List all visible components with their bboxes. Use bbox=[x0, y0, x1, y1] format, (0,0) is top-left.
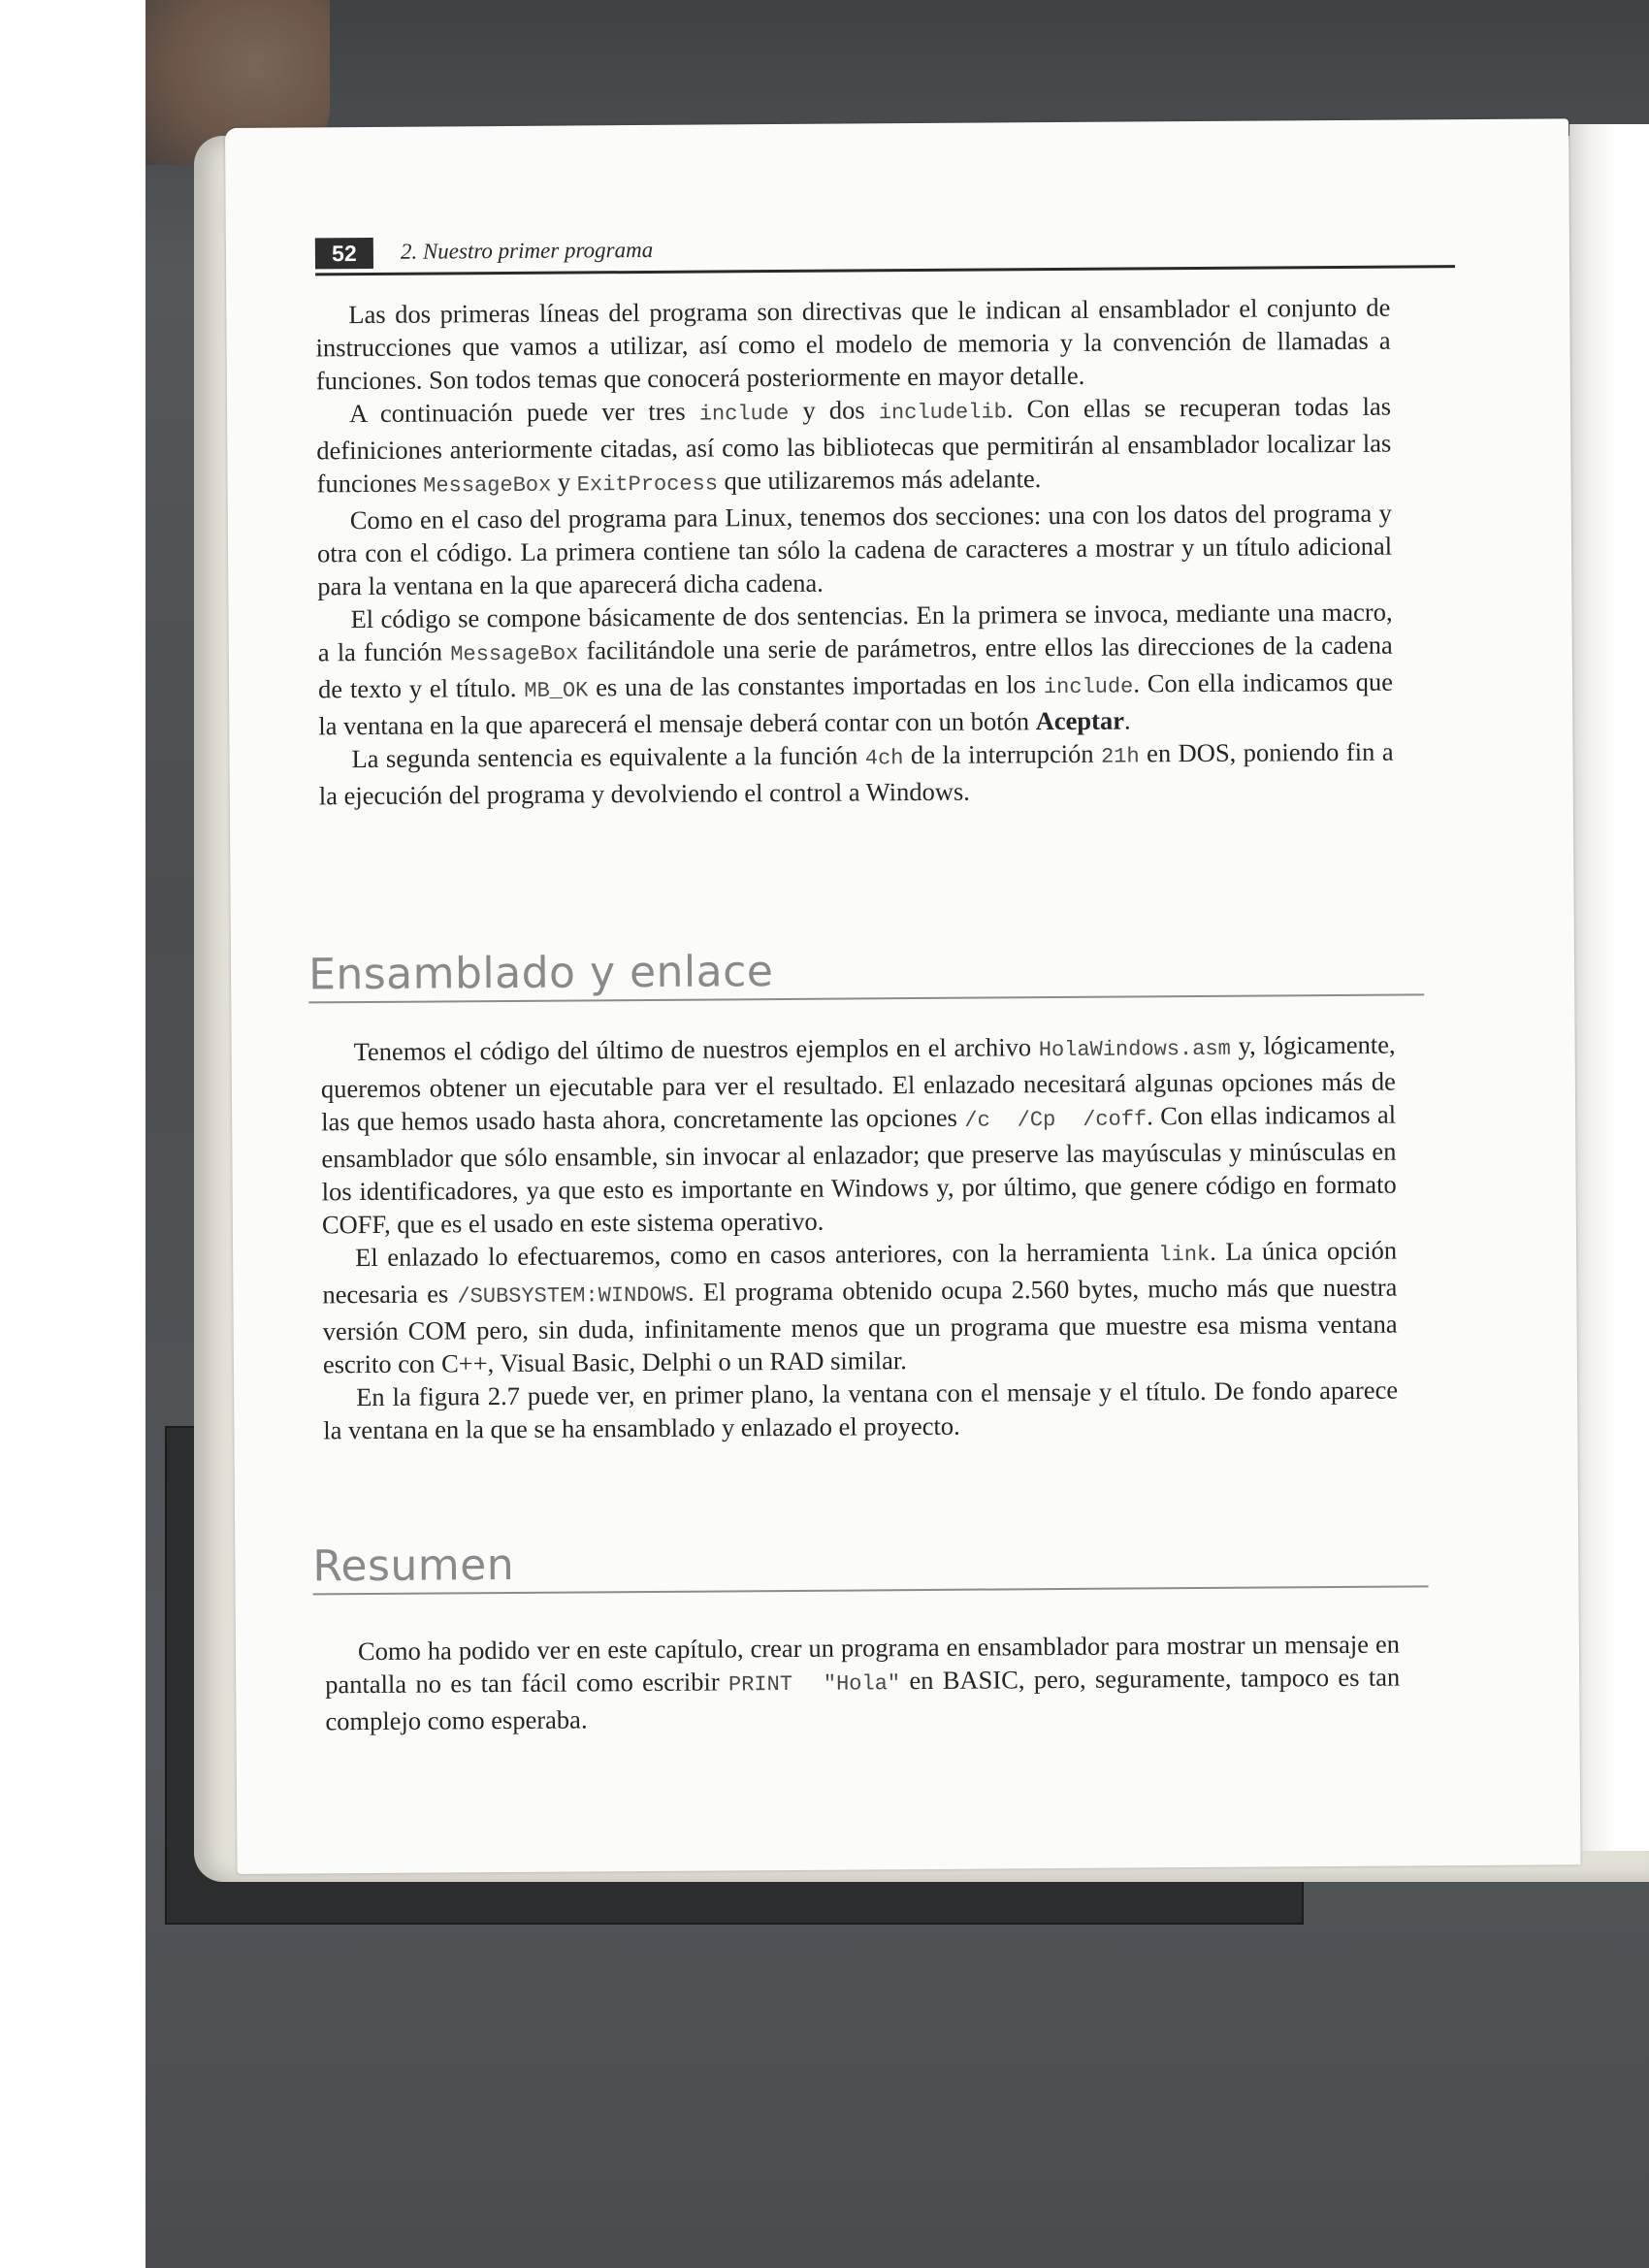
paragraph bbox=[321, 1028, 1397, 1242]
inline-code: HolaWindows.asm bbox=[1038, 1036, 1231, 1063]
inline-code: MessageBox bbox=[450, 641, 579, 667]
paragraph-text: En la figura 2.7 puede ver, en primer plano, la ventana con el mensaje y el título. De fondo aparece la ventana en la que se ha ensamblado y enlazado el proyecto. bbox=[323, 1375, 1399, 1445]
paragraph bbox=[325, 1628, 1401, 1738]
inline-code: 4ch bbox=[864, 746, 904, 771]
inline-code: include bbox=[698, 401, 790, 427]
text-run: es una de las constantes importadas en los bbox=[588, 669, 1045, 702]
intro-section bbox=[315, 291, 1394, 813]
text-run: y dos bbox=[789, 395, 879, 425]
text-run: facilitándole una serie de parámetros, entre ellos las direcciones de la cadena de texto y el título. bbox=[317, 630, 1393, 704]
text-run: . La única opción necesaria es bbox=[322, 1235, 1398, 1310]
text-run: . Con ella indicamos que la ventana en la que aparecerá el mensaje deberá contar con un botón bbox=[318, 666, 1394, 741]
paragraph-text: Como en el caso del programa para Linux, tenemos dos secciones: una con los datos del programa y otra con el código. La primera contiene tan sólo la cadena de caracteres a mostrar y un título adicional para la ventana en la que aparecerá dicha cadena. bbox=[316, 498, 1393, 601]
running-title: 2. Nuestro primer programa bbox=[400, 237, 654, 264]
inline-code: includelib bbox=[878, 400, 1007, 426]
paragraph bbox=[323, 1374, 1398, 1447]
text-run: que utilizaremos más adelante. bbox=[717, 464, 1042, 496]
inline-code: ExitProcess bbox=[576, 471, 719, 498]
facing-page-edge bbox=[1569, 124, 1649, 1851]
text-run: y, lógicamente, queremos obtener un ejecutable para ver el resultado. El enlazado necesitará algunas opciones más de las que hemos usado hasta ahora, concretamente las opciones bbox=[320, 1029, 1396, 1137]
paragraph bbox=[316, 390, 1392, 504]
section-heading-text: Resumen bbox=[312, 1539, 515, 1592]
section-heading-resumen bbox=[312, 1534, 1428, 1595]
text-run: El código se compone básicamente de dos sentencias. En la primera se invoca, mediante una macro, a la función bbox=[317, 597, 1393, 667]
inline-code: MB_OK bbox=[524, 678, 589, 703]
inline-code: 21h bbox=[1100, 744, 1140, 769]
text-run: A continuación puede ver tres bbox=[348, 396, 699, 429]
page-header bbox=[315, 228, 1455, 275]
text-run: en BASIC, pero, seguramente, tampoco es tan complejo como esperaba. bbox=[325, 1662, 1401, 1736]
section-heading-ensamblado bbox=[308, 942, 1424, 1003]
paragraph bbox=[315, 291, 1391, 398]
paragraph bbox=[318, 735, 1393, 813]
section-heading-text: Ensamblado y enlace bbox=[307, 947, 774, 1000]
header-rule bbox=[315, 265, 1455, 275]
text-run: de la interrupción bbox=[903, 738, 1102, 770]
text-run: . El programa obtenido ocupa 2.560 bytes, mucho más que nuestra versión COM pero, sin duda, infinitamente menos que un programa que muestre esa misma ventana escrito con C++, Visual Basic, Delphi o un RAD similar. bbox=[322, 1272, 1398, 1379]
text-run: . Con ellas indicamos al ensamblador que sólo ensamble, sin invocar al enlazador; que preserve las mayúsculas y minúsculas en los identificadores, ya que esto es importante en Windows y, por último, que genere código en formato COFF, que es el usado en este sistema operativo. bbox=[321, 1099, 1397, 1240]
inline-code: include bbox=[1043, 674, 1134, 700]
paragraph bbox=[322, 1234, 1398, 1381]
resumen-section bbox=[325, 1628, 1401, 1738]
paragraph bbox=[317, 596, 1393, 743]
inline-code: PRINT "Hola" bbox=[728, 1671, 901, 1698]
paragraph bbox=[317, 497, 1393, 603]
text-run: y bbox=[551, 467, 577, 497]
text-run: . bbox=[1123, 705, 1131, 735]
text-run: en DOS, poniendo fin a la ejecución del programa y devolviendo el control a Windows. bbox=[318, 736, 1394, 811]
text-run: Tenemos el código del último de nuestros ejemplos en el archivo bbox=[353, 1032, 1039, 1067]
inline-code: MessageBox bbox=[423, 472, 552, 499]
text-run: . Con ellas se recuperan todas las definiciones anteriormente citadas, así como las bibliotecas que permitirán al ensamblador localizar las funciones bbox=[316, 391, 1392, 499]
page-number: 52 bbox=[315, 238, 373, 269]
book-page bbox=[225, 118, 1581, 1874]
text-run: El enlazado lo efectuaremos, como en casos anteriores, con la herramienta bbox=[355, 1237, 1159, 1273]
inline-code: /SUBSYSTEM:WINDOWS bbox=[457, 1282, 689, 1310]
text-run: La segunda sentencia es equivalente a la función bbox=[351, 740, 865, 774]
inline-code: /c /Cp /coff bbox=[964, 1107, 1148, 1133]
text-run: Como ha podido ver en este capítulo, crear un programa en ensamblador para mostrar un mensaje en pantalla no es tan fácil como escribir bbox=[325, 1629, 1401, 1700]
ensamblado-section bbox=[321, 1028, 1399, 1447]
paragraph-text: Las dos primeras líneas del programa son directivas que le indican al ensamblador el conjunto de instrucciones que vamos a utilizar, así como el modelo de memoria y la convención de llamadas a funciones. Son todos temas que conocerá posteriormente en mayor detalle. bbox=[315, 292, 1391, 396]
inline-code: link bbox=[1158, 1242, 1211, 1268]
bold-term: Aceptar bbox=[1035, 705, 1125, 736]
